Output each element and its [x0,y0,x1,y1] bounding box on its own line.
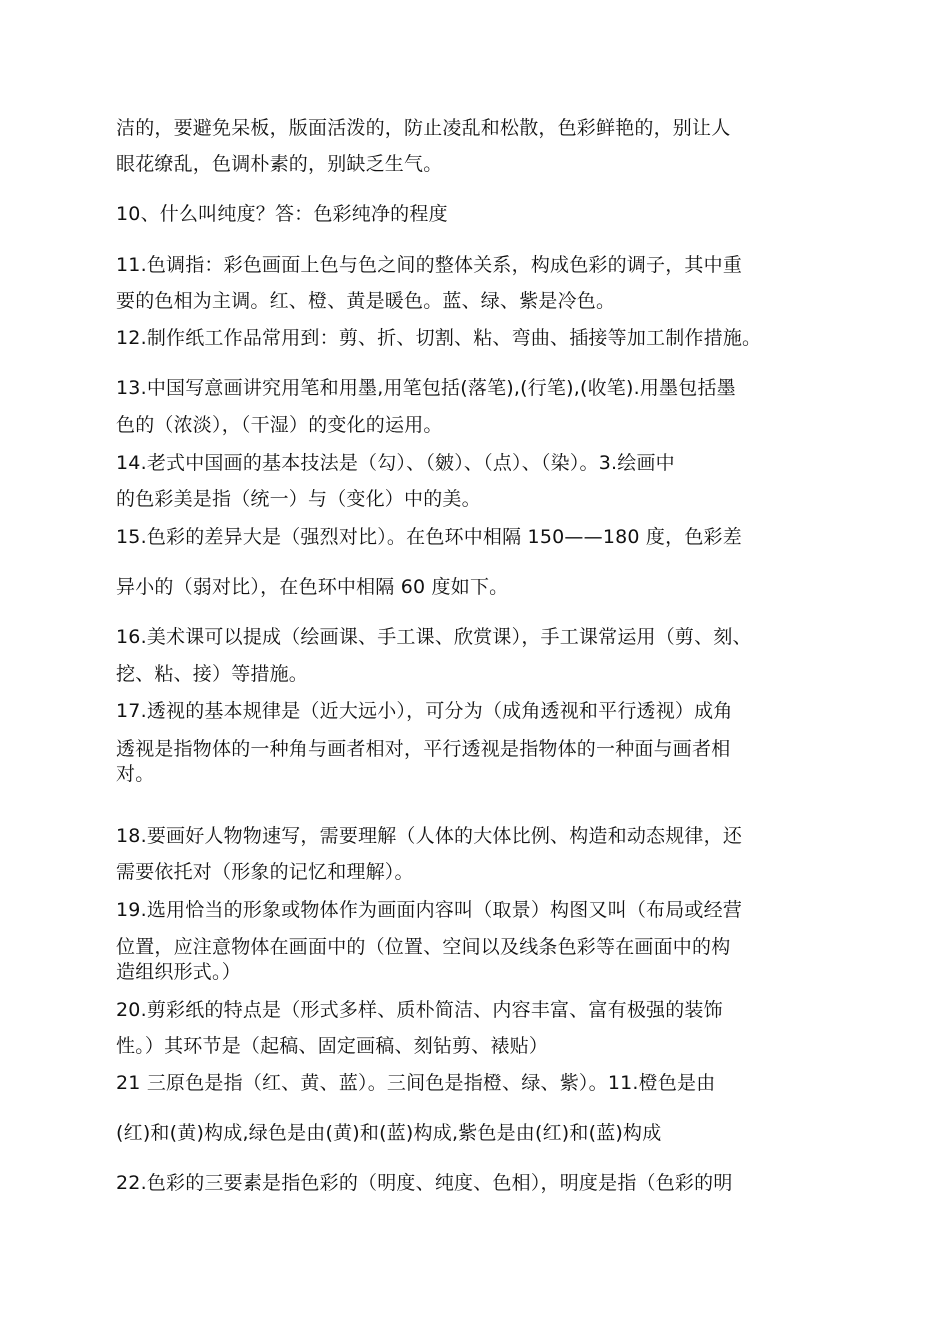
text-line: 17.透视的基本规律是（近大远小），可分为（成角透视和平行透视）成角 [116,700,733,722]
text-line: 11.色调指：彩色画面上色与色之间的整体关系，构成色彩的调子，其中重 [116,254,743,276]
text-line: 18.要画好人物物速写，需要理解（人体的大体比例、构造和动态规律，还 [116,825,743,847]
text-line: 造组织形式。） [116,961,241,983]
text-line: 眼花缭乱，色调朴素的，别缺乏生气。 [116,153,443,175]
text-line: 洁的，要避免呆板，版面活泼的，防止凌乱和松散，色彩鲜艳的，别让人 [116,117,731,139]
text-line: 的色彩美是指（统一）与（变化）中的美。 [116,488,481,510]
text-line: 13.中国写意画讲究用笔和用墨,用笔包括(落笔),(行笔),(收笔).用墨包括墨 [116,377,736,399]
text-line: 对。 [116,763,155,785]
text-line: 20.剪彩纸的特点是（形式多样、质朴简洁、内容丰富、富有极强的装饰 [116,999,723,1021]
text-line: 异小的（弱对比），在色环中相隔 60 度如下。 [116,576,509,598]
text-line: 19.选用恰当的形象或物体作为画面内容叫（取景）构图又叫（布局或经营 [116,899,743,921]
text-line: 10、什么叫纯度？答：色彩纯净的程度 [116,203,448,225]
text-line: 位置，应注意物体在画面中的（位置、空间以及线条色彩等在画面中的构 [116,936,731,958]
text-line: 21 三原色是指（红、黄、蓝）。三间色是指橙、绿、紫）。11.橙色是由 [116,1072,716,1094]
text-line: 16.美术课可以提成（绘画课、手工课、欣赏课），手工课常运用（剪、刻、 [116,626,752,648]
text-line: 12.制作纸工作品常用到：剪、折、切割、粘、弯曲、插接等加工制作措施。 [116,327,762,349]
text-line: 透视是指物体的一种角与画者相对，平行透视是指物体的一种面与画者相 [116,738,731,760]
text-line: 22.色彩的三要素是指色彩的（明度、纯度、色相），明度是指（色彩的明 [116,1172,733,1194]
text-line: 挖、粘、接）等措施。 [116,663,309,685]
text-line: 14.老式中国画的基本技法是（勾）、（皴）、（点）、（染）。3.绘画中 [116,452,675,474]
text-line: 要的色相为主调。红、橙、黄是暖色。蓝、绿、紫是冷色。 [116,290,616,312]
text-line: (红)和(黄)构成,绿色是由(黄)和(蓝)构成,紫色是由(红)和(蓝)构成 [116,1122,662,1144]
text-line: 15.色彩的差异大是（强烈对比）。在色环中相隔 150——180 度，色彩差 [116,526,742,548]
text-line: 需要依托对（形象的记忆和理解）。 [116,861,414,883]
text-line: 性。）其环节是（起稿、固定画稿、刻钻剪、裱贴） [116,1035,549,1057]
text-line: 色的（浓淡），（干湿）的变化的运用。 [116,414,443,436]
